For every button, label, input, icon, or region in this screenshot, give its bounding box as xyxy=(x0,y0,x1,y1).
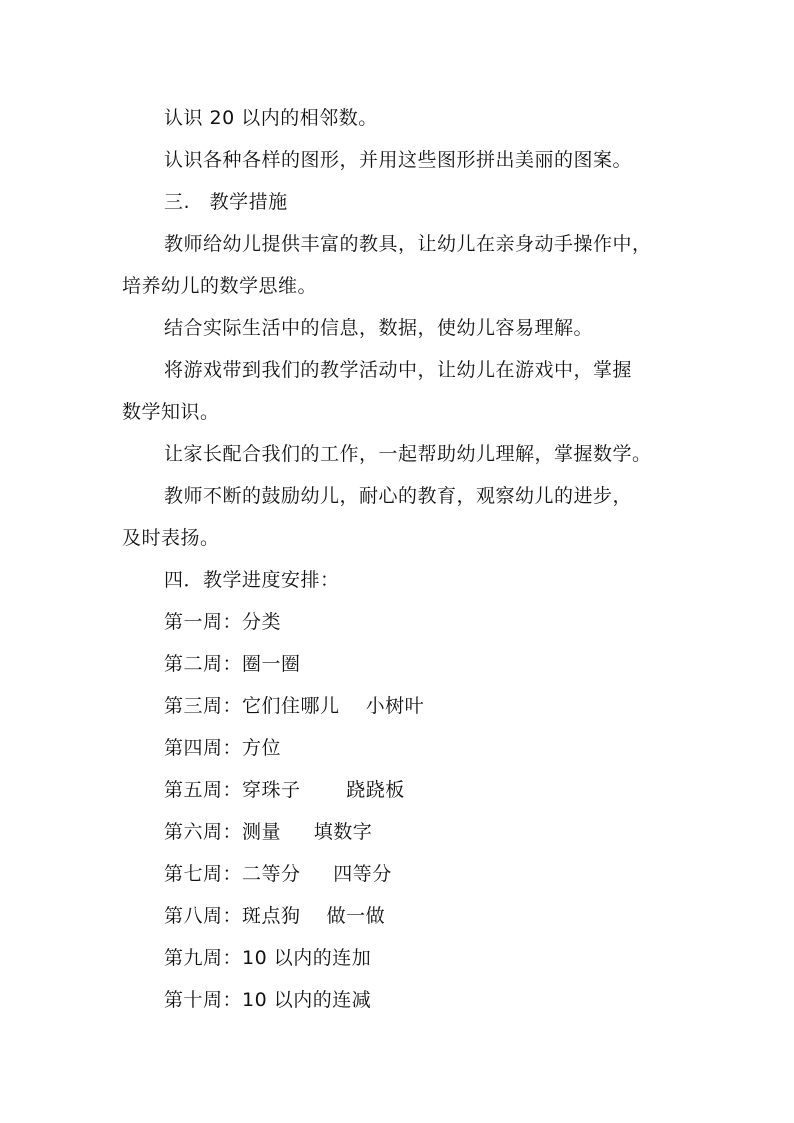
schedule-row xyxy=(164,862,392,886)
schedule-row xyxy=(164,778,405,802)
schedule-items: 圈一圈 xyxy=(242,653,301,675)
schedule-items: 10 以内的连加 xyxy=(242,947,372,969)
schedule-items: 分类 xyxy=(242,611,282,633)
schedule-items: 测量 填数字 xyxy=(242,821,373,843)
schedule-week: 第十周： xyxy=(164,989,243,1011)
schedule-items: 方位 xyxy=(242,737,282,759)
schedule-row xyxy=(164,610,281,634)
text-measure-5b: 及时表扬。 xyxy=(122,527,220,549)
schedule-items: 二等分 四等分 xyxy=(242,863,392,885)
text-measure-3b: 数学知识。 xyxy=(122,401,220,423)
text-measure-1a: 教师给幼儿提供丰富的教具，让幼儿在亲身动手操作中， xyxy=(164,233,652,255)
schedule-row xyxy=(164,652,301,676)
text-measure-4: 让家长配合我们的工作，一起帮助幼儿理解，掌握数学。 xyxy=(164,443,652,465)
text-measure-2: 结合实际生活中的信息，数据，使幼儿容易理解。 xyxy=(164,317,594,339)
text-measure-3a: 将游戏带到我们的教学活动中，让幼儿在游戏中，掌握 xyxy=(164,359,633,381)
schedule-row xyxy=(164,988,371,1012)
schedule-row xyxy=(164,946,371,970)
schedule-week: 第四周： xyxy=(164,737,243,759)
schedule-week: 第一周： xyxy=(164,611,243,633)
schedule-row xyxy=(164,736,281,760)
text-measure-1b: 培养幼儿的数学思维。 xyxy=(122,275,318,297)
schedule-items: 斑点狗 做一做 xyxy=(242,905,386,927)
schedule-items: 穿珠子 跷跷板 xyxy=(242,779,405,801)
schedule-row xyxy=(164,820,372,844)
section-heading-schedule: 四．教学进度安排： xyxy=(164,569,340,591)
schedule-week: 第七周： xyxy=(164,863,243,885)
schedule-week: 第三周： xyxy=(164,695,243,717)
schedule-week: 第九周： xyxy=(164,947,243,969)
text-adjacent-numbers: 认识 20 以内的相邻数。 xyxy=(164,107,378,129)
text-measure-5a: 教师不断的鼓励幼儿，耐心的教育，观察幼儿的进步， xyxy=(164,485,633,507)
section-heading-teaching-measures: 三. 教学措施 xyxy=(164,191,288,213)
schedule-week: 第五周： xyxy=(164,779,243,801)
text-shapes: 认识各种各样的图形，并用这些图形拼出美丽的图案。 xyxy=(164,149,633,171)
schedule-week: 第二周： xyxy=(164,653,243,675)
schedule-row xyxy=(164,904,385,928)
schedule-items: 10 以内的连减 xyxy=(242,989,372,1011)
schedule-week: 第六周： xyxy=(164,821,243,843)
schedule-row xyxy=(164,694,424,718)
schedule-week: 第八周： xyxy=(164,905,243,927)
schedule-items: 它们住哪儿 小树叶 xyxy=(242,695,425,717)
